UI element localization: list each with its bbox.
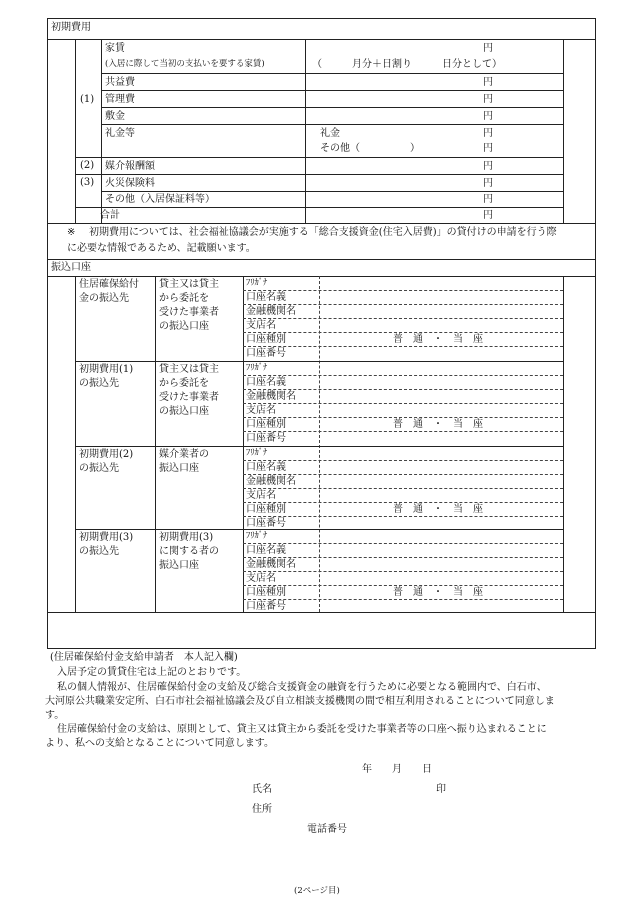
key-money-label: 礼金 xyxy=(320,128,340,139)
account-field-label: 口座番号 xyxy=(246,601,286,612)
signature-date: 年 月 日 xyxy=(362,764,432,775)
account-field-label: ﾌﾘｶﾞﾅ xyxy=(246,278,268,288)
total-label: 合計 xyxy=(100,210,120,221)
fire-insurance-label: 火災保険料 xyxy=(105,178,155,189)
account-type-options[interactable]: 普 通 ・ 当 座 xyxy=(393,334,483,345)
broker-fee-label: 媒介報酬額 xyxy=(105,161,155,172)
initial-costs-title: 初期費用 xyxy=(51,22,91,33)
account-field-label: 金融機関名 xyxy=(246,559,296,570)
applicant-p2-l2: 大河原公共職業安定所、白石市社会福祉協議会及び自立相談支援機関の間で相互利用されることについて同意しま xyxy=(45,696,555,707)
note-line-1: 初期費用については、社会福祉協議会が実施する「総合支援資金(住宅入居費)」の貸付けの申請を行う際 xyxy=(89,227,557,238)
account-field-label: 口座名義 xyxy=(246,292,286,303)
account-field-label: 支店名 xyxy=(246,320,276,331)
applicant-p3-l2: より、私への支給となることについて同意します。 xyxy=(45,738,274,749)
rent-note: (入居に際して当初の支払いを要する家賃) xyxy=(105,59,265,69)
account-field-label: ﾌﾘｶﾞﾅ xyxy=(246,363,268,373)
broker-fee-yen: 円 xyxy=(483,161,493,172)
account-field-label: ﾌﾘｶﾞﾅ xyxy=(246,531,268,541)
other-yen: 円 xyxy=(483,143,493,154)
deposit-label: 敷金 xyxy=(105,111,125,122)
transfer-destination-label: の振込先 xyxy=(79,463,119,474)
account-field-label: 口座番号 xyxy=(246,348,286,359)
group-1-label: (1) xyxy=(80,94,95,105)
account-holder-description: 受けた事業者 xyxy=(159,307,219,318)
account-holder-description: 貸主又は貸主 xyxy=(159,364,219,375)
transfer-destination-label: 金の振込先 xyxy=(79,293,129,304)
seal-mark: 印 xyxy=(436,784,446,795)
other-guarantee-label: その他（入居保証料等） xyxy=(105,194,215,205)
common-fee-yen: 円 xyxy=(483,77,493,88)
transfer-destination-label: の振込先 xyxy=(79,546,119,557)
account-holder-description: 貸主又は貸主 xyxy=(159,279,219,290)
group-3-label: (3) xyxy=(80,177,95,188)
account-holder-description: の振込口座 xyxy=(159,406,209,417)
account-holder-description: から委託を xyxy=(159,378,209,389)
account-field-label: 支店名 xyxy=(246,405,276,416)
applicant-header: (住居確保給付金支給申請者 本人記入欄) xyxy=(50,652,238,663)
account-field-label: 口座種別 xyxy=(246,334,286,345)
account-holder-description: 初期費用(3) xyxy=(159,532,214,543)
rent-yen: 円 xyxy=(483,43,493,54)
account-field-label: ﾌﾘｶﾞﾅ xyxy=(246,448,268,458)
rent-label: 家賃 xyxy=(105,43,125,54)
address-label: 住所 xyxy=(252,804,272,815)
account-field-label: 金融機関名 xyxy=(246,306,296,317)
deposit-yen: 円 xyxy=(483,111,493,122)
applicant-p1: 入居予定の賃貸住宅は上記のとおりです。 xyxy=(57,667,247,678)
account-field-label: 支店名 xyxy=(246,490,276,501)
rent-calc: （ 月分＋日割り 日分として） xyxy=(312,59,502,70)
account-field-label: 口座番号 xyxy=(246,518,286,529)
key-money-yen: 円 xyxy=(483,128,493,139)
transfer-destination-label: 初期費用(2) xyxy=(79,449,134,460)
note-mark: ※ xyxy=(67,227,76,238)
account-field-label: 口座番号 xyxy=(246,433,286,444)
phone-label: 電話番号 xyxy=(307,824,347,835)
common-fee-label: 共益費 xyxy=(105,77,135,88)
transfer-destination-label: 初期費用(3) xyxy=(79,532,134,543)
applicant-p3-l1: 住居確保給付金の支給は、原則として、貸主又は貸主から委託を受けた事業者等の口座へ振り込まれることに xyxy=(57,724,547,735)
account-field-label: 口座名義 xyxy=(246,462,286,473)
applicant-p2-l1: 私の個人情報が、住居確保給付金の支給及び総合支援資金の融資を行うために必要となる範囲内で、白石市、 xyxy=(57,682,547,693)
total-yen: 円 xyxy=(483,210,493,221)
account-holder-description: の振込口座 xyxy=(159,321,209,332)
group-2-label: (2) xyxy=(80,160,95,171)
fire-insurance-yen: 円 xyxy=(483,178,493,189)
account-type-options[interactable]: 普 通 ・ 当 座 xyxy=(393,419,483,430)
account-field-label: 口座名義 xyxy=(246,377,286,388)
account-field-label: 口座種別 xyxy=(246,587,286,598)
other-label: その他（ ） xyxy=(320,143,420,154)
other-guarantee-yen: 円 xyxy=(483,194,493,205)
management-fee-yen: 円 xyxy=(483,94,493,105)
account-holder-description: に関する者の xyxy=(159,546,219,557)
account-type-options[interactable]: 普 通 ・ 当 座 xyxy=(393,587,483,598)
transfer-destination-label: 初期費用(1) xyxy=(79,364,134,375)
account-field-label: 口座名義 xyxy=(246,545,286,556)
transfer-destination-label: 住居確保給付 xyxy=(79,279,139,290)
account-holder-description: 受けた事業者 xyxy=(159,392,219,403)
key-money-etc-label: 礼金等 xyxy=(105,128,135,139)
name-label: 氏名 xyxy=(252,784,272,795)
account-holder-description: から委託を xyxy=(159,293,209,304)
applicant-p2-l3: す。 xyxy=(45,710,65,721)
transfer-accounts-title: 振込口座 xyxy=(51,262,91,273)
account-field-label: 口座種別 xyxy=(246,504,286,515)
account-type-options[interactable]: 普 通 ・ 当 座 xyxy=(393,504,483,515)
transfer-destination-label: の振込先 xyxy=(79,378,119,389)
account-holder-description: 媒介業者の xyxy=(159,449,209,460)
account-holder-description: 振込口座 xyxy=(159,463,199,474)
account-field-label: 支店名 xyxy=(246,573,276,584)
note-line-2: に必要な情報であるため、記載願います。 xyxy=(67,243,256,254)
account-holder-description: 振込口座 xyxy=(159,560,199,571)
page-number: (2ページ目) xyxy=(294,886,340,896)
account-field-label: 金融機関名 xyxy=(246,476,296,487)
management-fee-label: 管理費 xyxy=(105,94,135,105)
account-field-label: 金融機関名 xyxy=(246,391,296,402)
account-field-label: 口座種別 xyxy=(246,419,286,430)
